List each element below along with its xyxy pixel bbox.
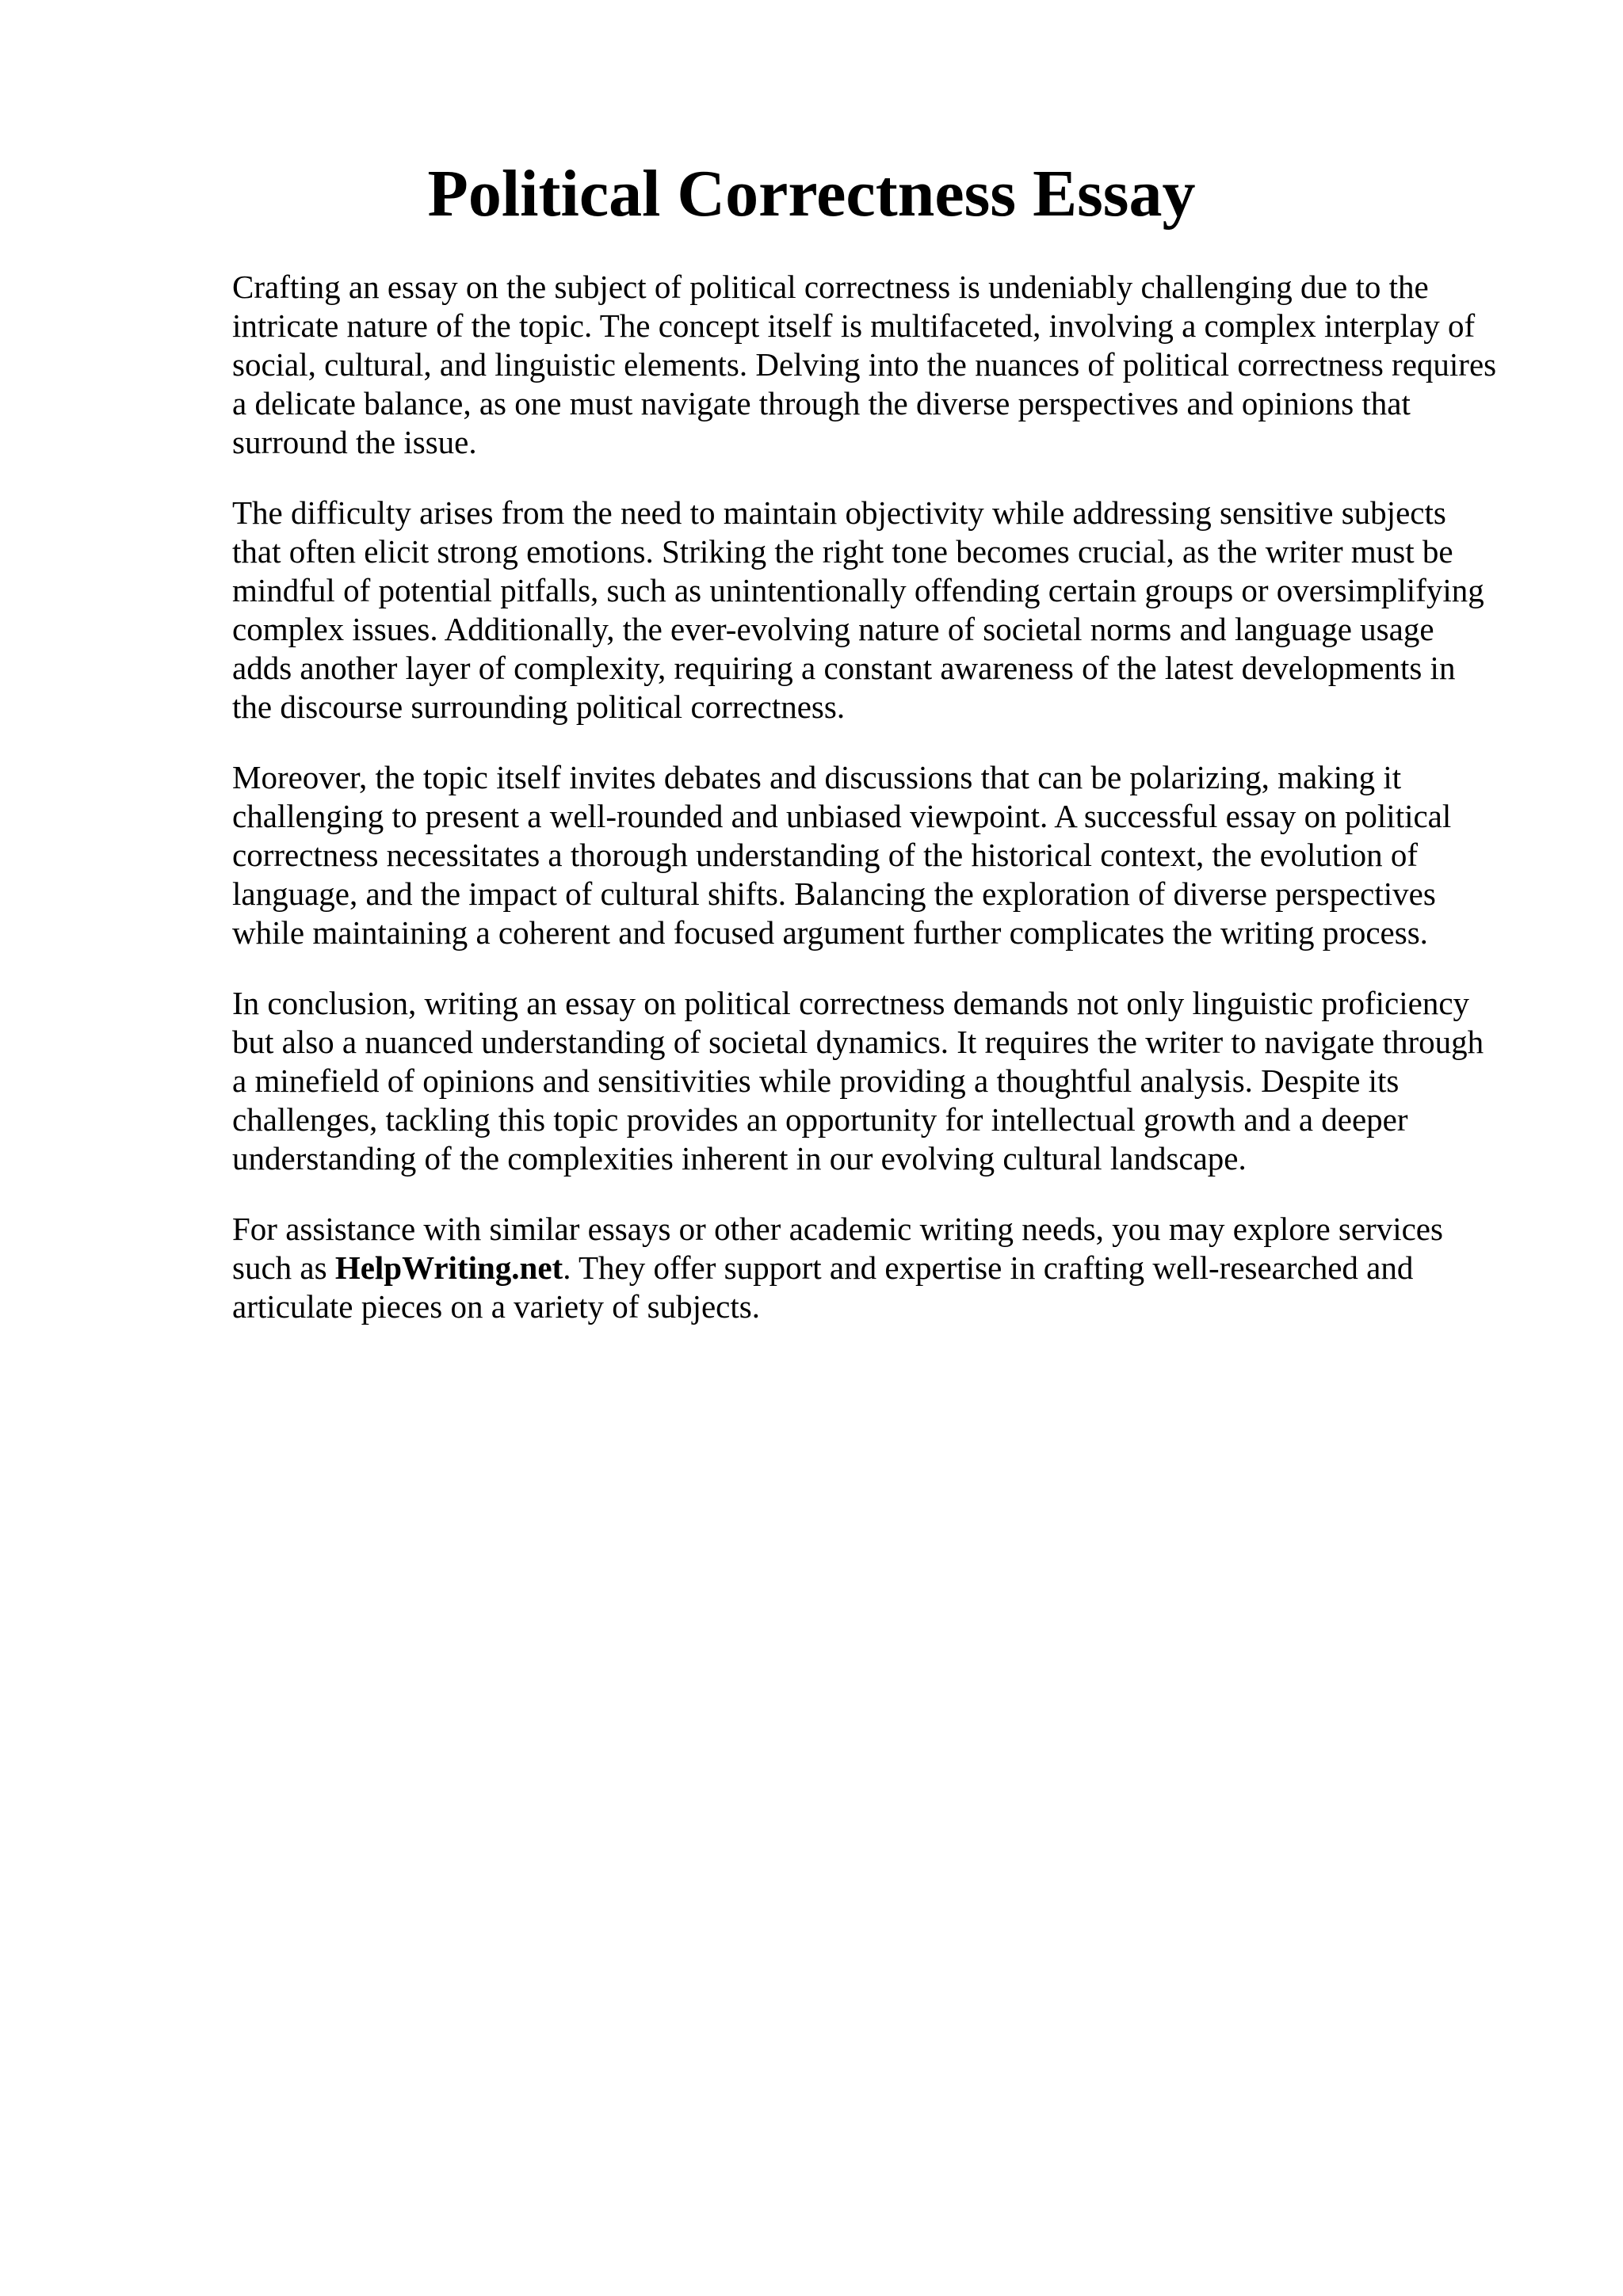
text-line: correctness necessitates a thorough understanding of the historical context, the evolution of <box>232 837 1419 873</box>
text-line: Crafting an essay on the subject of political correctness is undeniably challenging due to the <box>232 269 1429 305</box>
text-line: while maintaining a coherent and focused argument further complicates the writing process. <box>232 914 1428 951</box>
text-line: articulate pieces on a variety of subjects. <box>232 1288 760 1325</box>
closing-paragraph <box>232 1210 1532 1326</box>
text-line-with-link <box>232 1249 1532 1287</box>
text-line: the discourse surrounding political correctness. <box>232 688 846 725</box>
text-line: adds another layer of complexity, requiring a constant awareness of the latest developments in <box>232 650 1456 686</box>
closing-prefix-text: such as <box>232 1249 335 1286</box>
text-line: The difficulty arises from the need to maintain objectivity while addressing sensitive subjects <box>232 494 1446 531</box>
page-title: Political Correctness Essay <box>427 157 1196 231</box>
text-line: In conclusion, writing an essay on political correctness demands not only linguistic proficiency <box>232 985 1470 1021</box>
text-line: but also a nuanced understanding of societal dynamics. It requires the writer to navigate through <box>232 1024 1484 1060</box>
text-line: complex issues. Additionally, the ever-evolving nature of societal norms and language usage <box>232 611 1434 647</box>
paragraph-2 <box>232 494 1532 727</box>
text-line: intricate nature of the topic. The concept itself is multifaceted, involving a complex interplay of <box>232 307 1476 344</box>
paragraph-1 <box>232 268 1532 462</box>
text-line: language, and the impact of cultural shifts. Balancing the exploration of diverse perspectives <box>232 875 1436 912</box>
text-line: a minefield of opinions and sensitivities while providing a thoughtful analysis. Despite its <box>232 1062 1400 1099</box>
paragraph-3 <box>232 758 1532 952</box>
text-line: that often elicit strong emotions. Striking the right tone becomes crucial, as the writer must be <box>232 533 1453 570</box>
text-line: Moreover, the topic itself invites debates and discussions that can be polarizing, making it <box>232 759 1402 795</box>
paragraph-4 <box>232 984 1532 1178</box>
brand-name: HelpWriting.net <box>334 1249 563 1286</box>
text-line: surround the issue. <box>232 424 477 460</box>
closing-suffix-text: . They offer support and expertise in crafting well-researched and <box>563 1249 1414 1286</box>
text-line: challenges, tackling this topic provides an opportunity for intellectual growth and a deeper <box>232 1101 1408 1138</box>
text-line: For assistance with similar essays or other academic writing needs, you may explore services <box>232 1211 1443 1247</box>
text-line: social, cultural, and linguistic elements. Delving into the nuances of political correctness requires <box>232 346 1497 383</box>
text-line: a delicate balance, as one must navigate through the diverse perspectives and opinions that <box>232 385 1411 421</box>
text-line: understanding of the complexities inherent in our evolving cultural landscape. <box>232 1140 1247 1177</box>
text-line: challenging to present a well-rounded and unbiased viewpoint. A successful essay on political <box>232 798 1452 834</box>
text-line: mindful of potential pitfalls, such as unintentionally offending certain groups or oversimplifying <box>232 572 1484 608</box>
essay-body <box>232 268 1532 1358</box>
